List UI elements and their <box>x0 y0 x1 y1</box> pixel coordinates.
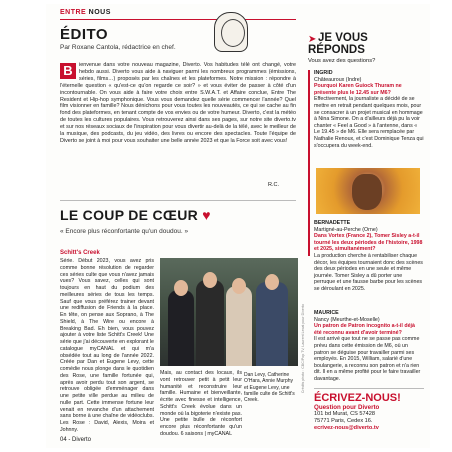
editor-portrait-illustration <box>214 12 248 52</box>
cast-head <box>265 274 279 290</box>
cast-head <box>203 272 217 288</box>
reponses-subtitle: Vous avez des questions? <box>308 58 376 64</box>
write-to-us-block: ÉCRIVEZ-NOUS! Question pour Diverto 101 bd Murat, CS 57428 75771 Paris, Cedex 16. ecrivez-nous@diverto.tv <box>314 392 424 432</box>
cast-head <box>174 280 188 296</box>
coup-de-coeur-subtitle: « Encore plus réconfortante qu'un doudou. » <box>60 228 189 235</box>
edito-body: B ienvenue dans votre nouveau magazine, Diverto. Vos habitudes télé ont changé, votre hebdo aussi. Diverto vous aide à naviguer parmi les nombreux programmes (émissions, séries, films…) proposés par les chaînes et les plateformes. Notre mission : répondre à l'éternelle question « qu'est-ce qu'on regarde ce soir? » et vous éviter de passer à côté d'un incontournable. On vous aide à faire votre choix entre S.W.A.T. et Affaire conclue, Entre The Resident et Hip-hop symphonique. Vous vous demandez quelle série commencer l'année? Quel film visionner en famille? Nous dénichons pour vous toutes les nouveautés, ce qui se cache au fin fond des plateformes, en tenant compte de vos envies ou de votre humeur. Diverto, c'est la météo de toutes les cultures populaires. Vous retrouverez ainsi dans ses pages, sur notre site diverto.tv et sur nos réseaux sociaux de l'inspiration pour vous divertir au-delà de la télé, avec le meilleur de la musique, des podcasts, du jeu vidéo, des livres ou encore des spectacles. Toute l'équipe de Diverto se joint à moi pour vous souhaiter une belle année 2023 et que la Force soit avec vous! <box>60 62 296 144</box>
header-rule <box>60 19 296 20</box>
contact-email-link[interactable]: ecrivez-nous@diverto.tv <box>314 425 379 431</box>
page-footer: 04 - Diverto <box>60 437 92 443</box>
dropcap: B <box>60 63 76 79</box>
section-divider <box>314 388 424 389</box>
magazine-page <box>46 4 430 448</box>
section-divider <box>60 200 296 201</box>
cast-figure <box>168 290 194 366</box>
cast-figure <box>226 286 252 366</box>
cast-figure <box>196 280 224 366</box>
section-tag: ENTRE NOUS <box>60 9 111 16</box>
show-review-continued: Mais, au contact des locaux, ils vont retrouver petit à petit leur humanité et reconstruire leur famille. Humaine et bienveillante, écrite avec finesse et intelligence, Schitt's Creek évolue dans un monde où la bigoterie n'existe pas. Une petite bulle de réconfort encore plus réconfortante qu'un doudou. 6 saisons | myCANAL <box>160 370 242 437</box>
photo-credit: Crédits photo : CBC/Pop TV, Laurent Lecat pour Diverto <box>301 304 305 394</box>
show-review-body: Série. Début 2023, vous avez pris comme bonne résolution de regarder ces séries culte que vous n'avez jamais vues? Vous savez, celles qui sont toujours en haut du podium des meilleures séries de tous les temps. Sauf que vous préférez trainer devant une rediffusion de Friends à la place. En tête, on pense aux Soprano, à The Shield, à The Wire ou encore à Breaking Bad. Eh bien, vous pouvez ajouter à votre liste Schitt's Creek! Une série que j'ai découverte en explorant le catalogue myCANAL et qui m'a obsédée tout au long de l'année 2022. Créée par Dan et Eugene Levy, cette comédie nous plonge dans le quotidien des Rose, une famille fortunée qui, après avoir perdu tout son argent, se retrouve obligée d'emménager dans une petite ville perdue au milieu de nulle part. Cette immense fortune leur venait en revanche d'un attachement sans borne à une chaîne de vidéoclubs. Les Rose : David, Alexis, Moira et Johnny. <box>60 258 154 433</box>
coup-de-coeur-title: LE COUP DE CŒUR ♥ <box>60 207 211 223</box>
question-block: BERNADETTE Martigné-au-Perche (Orne) Dans Vortex (France 2), Tomer Sisley a-t-il tourné les deux périodes de l'histoire, 1998 et 2025, simultanément? La production cherche à rentabiliser chaque décor, les équipes tournaient donc des scènes des deux périodes en une seule et même journée. Tomer Sisley a dû porter une perruque et une fausse barbe pour les scènes se déroulant en 2025. <box>314 220 423 292</box>
cast-head <box>232 278 246 294</box>
question-block: MAURICE Nancy (Meurthe-et-Moselle) Un patron de Patron incognito a-t-il déjà été reconnu avant d'avoir terminé? Il est arrivé que tout ne se passe pas comme prévu dans cette émission de M6, où un patron se déguise pour travailler parmi ses employés. En 2015, William, salarié d'une boulangerie, a reconnu son patron et n'a rien dit. Il en a même profité pour le faire travailler davantage. <box>314 310 421 382</box>
presenter-photo <box>316 168 420 214</box>
question-block: INGRID Châteauroux (Indre) Pourquoi Karen Guiock Thuram ne présente plus le 12.45 sur M6? Effectivement, la journaliste a décidé de se mettre en retrait pendant quelques mois, pour se consacrer à un projet musical en hommage à Nina Simone. On a d'ailleurs déjà pu la voir chanter « Feel a Good » à l'antenne, dans « Le 19.45 » de M6. Elle sera remplacée par Nathalie Renoux, et c'est Dominique Tenza qui s'occupera du week-end. <box>314 70 424 149</box>
cast-figure <box>256 282 288 366</box>
accent-rule <box>308 70 310 256</box>
edito-title: ÉDITO <box>60 26 109 43</box>
reponses-title: JE VOUS RÉPONDS <box>308 32 368 56</box>
edito-byline: Par Roxane Cantola, rédactrice en chef. <box>60 44 176 51</box>
edito-signature: R.C. <box>268 182 279 188</box>
photo-caption: Dan Levy, Catherine O'Hara, Annie Murphy et Eugene Levy, une famille culte de Schitt's Creek. <box>244 372 295 404</box>
schitts-creek-cast-photo <box>160 258 298 366</box>
heart-icon: ♥ <box>202 207 211 223</box>
arrow-icon: ➤ <box>308 34 317 45</box>
show-title: Schitt's Creek <box>60 250 100 256</box>
